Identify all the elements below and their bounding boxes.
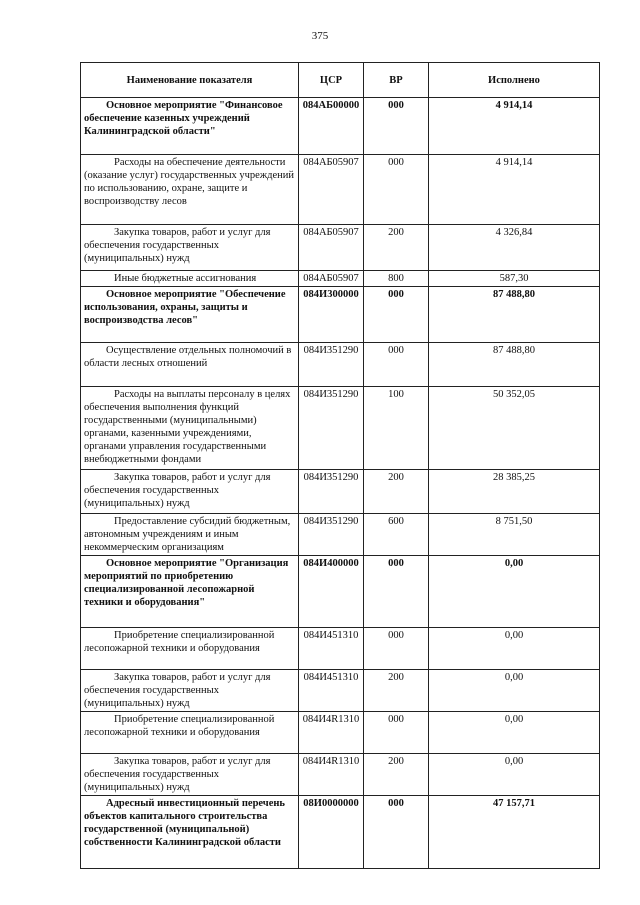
- row-name-cell: Закупка товаров, работ и услуг для обеспечения государственных (муниципальных) нужд: [81, 470, 299, 514]
- row-vr-cell: 000: [364, 287, 429, 343]
- header-name: Наименование показателя: [81, 63, 299, 98]
- row-csr-cell: 084АБ05907: [299, 225, 364, 271]
- table-row: [81, 343, 600, 387]
- row-name-cell: Приобретение специализированной лесопожарной техники и оборудования: [81, 712, 299, 754]
- row-vr-cell: 600: [364, 514, 429, 556]
- row-name-cell: Основное мероприятие "Обеспечение использования, охраны, защиты и воспроизводства лесов": [81, 287, 299, 343]
- row-name-cell: Закупка товаров, работ и услуг для обеспечения государственных (муниципальных) нужд: [81, 225, 299, 271]
- row-name-cell: Расходы на выплаты персоналу в целях обеспечения выполнения функций государственными (муниципальными) органами, казенными учреждениями, органами управления государственными внебюджетными фондами: [81, 387, 299, 470]
- row-vr-cell: 800: [364, 271, 429, 287]
- budget-execution-table: [80, 62, 600, 869]
- table-row: [81, 712, 600, 754]
- row-name-cell: Осуществление отдельных полномочий в области лесных отношений: [81, 343, 299, 387]
- row-amount-cell: 87 488,80: [429, 287, 600, 343]
- row-vr-cell: 200: [364, 754, 429, 796]
- table-row: [81, 556, 600, 628]
- row-csr-cell: 084И300000: [299, 287, 364, 343]
- row-csr-cell: 084И351290: [299, 514, 364, 556]
- row-csr-cell: 084И4R1310: [299, 712, 364, 754]
- row-name-cell: Расходы на обеспечение деятельности (оказание услуг) государственных учреждений по использованию, охране, защите и воспроизводству лесов: [81, 155, 299, 225]
- row-vr-cell: 200: [364, 225, 429, 271]
- row-csr-cell: 08И0000000: [299, 796, 364, 869]
- row-vr-cell: 000: [364, 628, 429, 670]
- row-amount-cell: 50 352,05: [429, 387, 600, 470]
- table-row: [81, 387, 600, 470]
- row-vr-cell: 000: [364, 712, 429, 754]
- row-vr-cell: 200: [364, 470, 429, 514]
- row-csr-cell: 084АБ05907: [299, 271, 364, 287]
- row-name-cell: Предоставление субсидий бюджетным, автономным учреждениям и иным некоммерческим организациям: [81, 514, 299, 556]
- row-vr-cell: 000: [364, 556, 429, 628]
- header-csr: ЦСР: [299, 63, 364, 98]
- row-amount-cell: 0,00: [429, 556, 600, 628]
- table-row: [81, 470, 600, 514]
- row-csr-cell: 084АБ05907: [299, 155, 364, 225]
- table-row: [81, 754, 600, 796]
- row-csr-cell: 084И351290: [299, 470, 364, 514]
- row-name-cell: Приобретение специализированной лесопожарной техники и оборудования: [81, 628, 299, 670]
- table-row: [81, 670, 600, 712]
- table-row: [81, 271, 600, 287]
- table-row: [81, 628, 600, 670]
- row-vr-cell: 000: [364, 343, 429, 387]
- row-csr-cell: 084АБ00000: [299, 98, 364, 155]
- row-amount-cell: 0,00: [429, 628, 600, 670]
- row-csr-cell: 084И4R1310: [299, 754, 364, 796]
- row-amount-cell: 0,00: [429, 712, 600, 754]
- row-amount-cell: 8 751,50: [429, 514, 600, 556]
- row-vr-cell: 000: [364, 155, 429, 225]
- row-vr-cell: 100: [364, 387, 429, 470]
- table-row: [81, 155, 600, 225]
- row-csr-cell: 084И400000: [299, 556, 364, 628]
- row-csr-cell: 084И451310: [299, 670, 364, 712]
- row-csr-cell: 084И451310: [299, 628, 364, 670]
- row-csr-cell: 084И351290: [299, 387, 364, 470]
- row-amount-cell: 0,00: [429, 670, 600, 712]
- table-row: [81, 796, 600, 869]
- row-amount-cell: 47 157,71: [429, 796, 600, 869]
- row-name-cell: Адресный инвестиционный перечень объектов капитального строительства государственной (муниципальной) собственности Калининградской области: [81, 796, 299, 869]
- row-vr-cell: 200: [364, 670, 429, 712]
- header-executed: Исполнено: [429, 63, 600, 98]
- row-amount-cell: 0,00: [429, 754, 600, 796]
- row-amount-cell: 87 488,80: [429, 343, 600, 387]
- row-amount-cell: 28 385,25: [429, 470, 600, 514]
- header-vr: ВР: [364, 63, 429, 98]
- table-row: [81, 287, 600, 343]
- row-amount-cell: 587,30: [429, 271, 600, 287]
- table-row: [81, 98, 600, 155]
- row-amount-cell: 4 914,14: [429, 98, 600, 155]
- row-vr-cell: 000: [364, 98, 429, 155]
- row-vr-cell: 000: [364, 796, 429, 869]
- row-name-cell: Основное мероприятие "Организация мероприятий по приобретению специализированной лесопожарной техники и оборудования": [81, 556, 299, 628]
- page-number: 375: [311, 30, 329, 42]
- row-name-cell: Закупка товаров, работ и услуг для обеспечения государственных (муниципальных) нужд: [81, 670, 299, 712]
- row-name-cell: Закупка товаров, работ и услуг для обеспечения государственных (муниципальных) нужд: [81, 754, 299, 796]
- row-amount-cell: 4 326,84: [429, 225, 600, 271]
- table-row: [81, 514, 600, 556]
- row-csr-cell: 084И351290: [299, 343, 364, 387]
- table-row: [81, 225, 600, 271]
- row-name-cell: Иные бюджетные ассигнования: [81, 271, 299, 287]
- row-name-cell: Основное мероприятие "Финансовое обеспечение казенных учреждений Калининградской области": [81, 98, 299, 155]
- table-header-row: [81, 63, 600, 98]
- row-amount-cell: 4 914,14: [429, 155, 600, 225]
